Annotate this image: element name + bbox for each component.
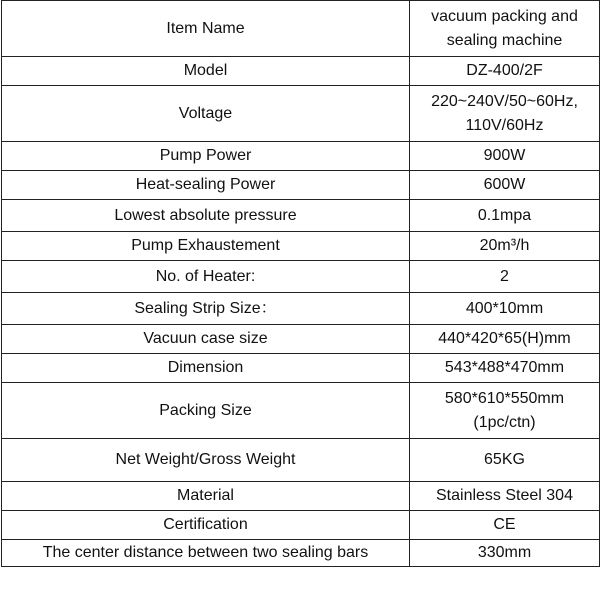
spec-value: 440*420*65(H)mm xyxy=(410,325,600,354)
spec-label: No. of Heater: xyxy=(2,261,410,293)
spec-label: Vacuun case size xyxy=(2,325,410,354)
spec-label: Pump Power xyxy=(2,142,410,171)
spec-value: 600W xyxy=(410,171,600,200)
spec-label: Packing Size xyxy=(2,383,410,439)
spec-value: 0.1mpa xyxy=(410,200,600,232)
table-row xyxy=(2,1,600,57)
table-row xyxy=(2,171,600,200)
spec-value: 2 xyxy=(410,261,600,293)
spec-label: Item Name xyxy=(2,1,410,57)
table-row xyxy=(2,354,600,383)
spec-value: 330mm xyxy=(410,540,600,567)
spec-value: 65KG xyxy=(410,439,600,482)
spec-label: Model xyxy=(2,57,410,86)
spec-label: Material xyxy=(2,482,410,511)
spec-label: Voltage xyxy=(2,86,410,142)
spec-label: Sealing Strip Size： xyxy=(2,293,410,325)
table-row xyxy=(2,511,600,540)
spec-value: 543*488*470mm xyxy=(410,354,600,383)
spec-value: 220~240V/50~60Hz, 110V/60Hz xyxy=(410,86,600,142)
spec-label: Net Weight/Gross Weight xyxy=(2,439,410,482)
table-row xyxy=(2,232,600,261)
spec-label: The center distance between two sealing bars xyxy=(2,540,410,567)
spec-value: Stainless Steel 304 xyxy=(410,482,600,511)
table-row xyxy=(2,482,600,511)
spec-value: 20m³/h xyxy=(410,232,600,261)
spec-value: DZ-400/2F xyxy=(410,57,600,86)
table-row xyxy=(2,540,600,567)
spec-value: CE xyxy=(410,511,600,540)
spec-value: 400*10mm xyxy=(410,293,600,325)
spec-label: Heat-sealing Power xyxy=(2,171,410,200)
spec-value: 580*610*550mm (1pc/ctn) xyxy=(410,383,600,439)
table-row xyxy=(2,325,600,354)
spec-label: Dimension xyxy=(2,354,410,383)
spec-label: Certification xyxy=(2,511,410,540)
table-row xyxy=(2,200,600,232)
table-row xyxy=(2,261,600,293)
spec-table xyxy=(1,0,600,567)
spec-value: 900W xyxy=(410,142,600,171)
table-row xyxy=(2,439,600,482)
table-row xyxy=(2,86,600,142)
table-row xyxy=(2,142,600,171)
table-row xyxy=(2,383,600,439)
table-row xyxy=(2,293,600,325)
spec-label: Pump Exhaustement xyxy=(2,232,410,261)
spec-value: vacuum packing and sealing machine xyxy=(410,1,600,57)
table-row xyxy=(2,57,600,86)
spec-label: Lowest absolute pressure xyxy=(2,200,410,232)
